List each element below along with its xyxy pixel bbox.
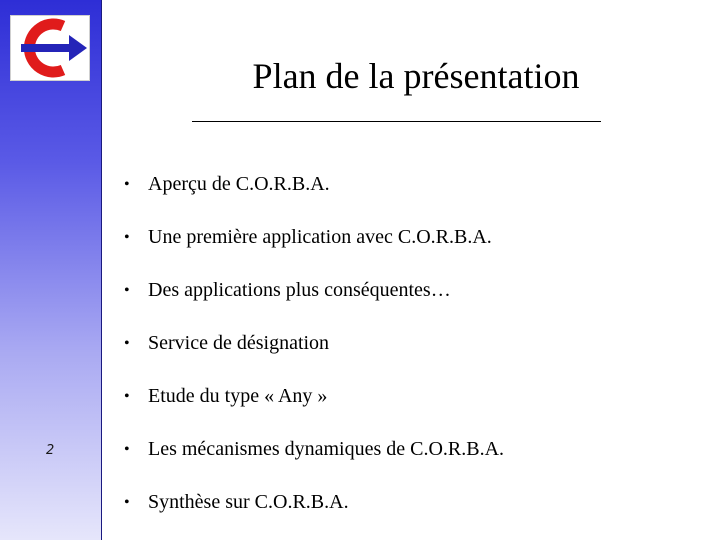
- bullet-text: Une première application avec C.O.R.B.A.: [148, 226, 492, 248]
- bullet-item: [124, 317, 504, 370]
- page-number: 2: [46, 443, 55, 458]
- bullet-marker: •: [124, 387, 130, 405]
- bullet-marker: •: [124, 440, 130, 458]
- bullet-marker: •: [124, 493, 130, 511]
- bullet-text: Aperçu de C.O.R.B.A.: [148, 173, 330, 195]
- bullet-text: Des applications plus conséquentes…: [148, 279, 451, 301]
- bullet-item: [124, 211, 504, 264]
- bullet-marker: •: [124, 281, 130, 299]
- bullet-item: [124, 423, 504, 476]
- bullet-marker: •: [124, 175, 130, 193]
- bullet-item: [124, 264, 504, 317]
- bullet-marker: •: [124, 228, 130, 246]
- bullet-text: Service de désignation: [148, 332, 330, 354]
- bullet-list: [124, 158, 504, 529]
- bullet-text: Les mécanismes dynamiques de C.O.R.B.A.: [148, 438, 505, 460]
- logo-box: [10, 15, 90, 81]
- bullet-text: Synthèse sur C.O.R.B.A.: [148, 491, 349, 513]
- bullet-text: Etude du type « Any »: [148, 385, 328, 407]
- slide-title: Plan de la présentation: [252, 56, 580, 96]
- bullet-item: [124, 370, 504, 423]
- bullet-marker: •: [124, 334, 130, 352]
- c-arrow-logo-icon: [11, 16, 89, 80]
- bullet-item: [124, 476, 504, 529]
- title-underline: [192, 121, 601, 122]
- sidebar: [0, 0, 102, 540]
- bullet-item: [124, 158, 504, 211]
